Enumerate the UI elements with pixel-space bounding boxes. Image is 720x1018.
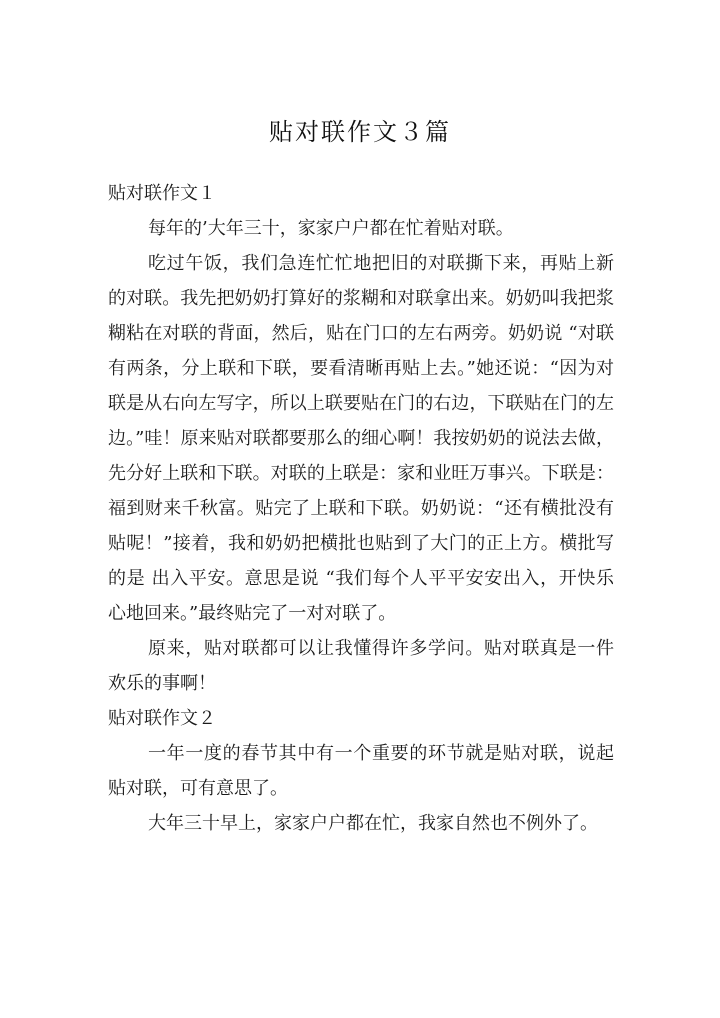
section-heading-2: 贴对联作文２	[108, 708, 216, 729]
paragraph: 一年一度的春节其中有一个重要的环节就是贴对联，说起贴对联，可有意思了。	[108, 743, 614, 799]
paragraph: 大年三十早上，家家户户都在忙，我家自然也不例外了。	[148, 813, 598, 834]
paragraph: 每年的’大年三十，家家户户都在忙着贴对联。	[148, 218, 514, 239]
paragraph: 吃过午饭，我们急连忙忙地把旧的对联撕下来，再贴上新的对联。我先把奶奶打算好的浆糊和对联拿出来。奶奶叫我把浆糊粘在对联的背面，然后，贴在门口的左右两旁。奶奶说 “对联有两条，分上联和下联，要看清晰再贴上去。”她还说：“因为对联是从右向左写字，所以上联要贴在门的右边，下联贴在门的左边。”哇！原来贴对联都要那么的细心啊！我按奶奶的说法去做，先分好上联和下联。对联的上联是：家和业旺万事兴。下联是：福到财来千秋富。贴完了上联和下联。奶奶说：“还有横批没有贴呢！”接着，我和奶奶把横批也贴到了大门的正上方。横批写的是 出入平安。意思是说 “我们每个人平平安安出入，开快乐心地回来。”最终贴完了一对对联了。	[108, 253, 614, 624]
section-heading-1: 贴对联作文１	[108, 183, 216, 204]
document-body	[108, 176, 614, 841]
document-title: 贴对联作文３篇	[269, 118, 451, 146]
paragraph: 原来，贴对联都可以让我懂得许多学问。贴对联真是一件欢乐的事啊！	[108, 638, 614, 694]
